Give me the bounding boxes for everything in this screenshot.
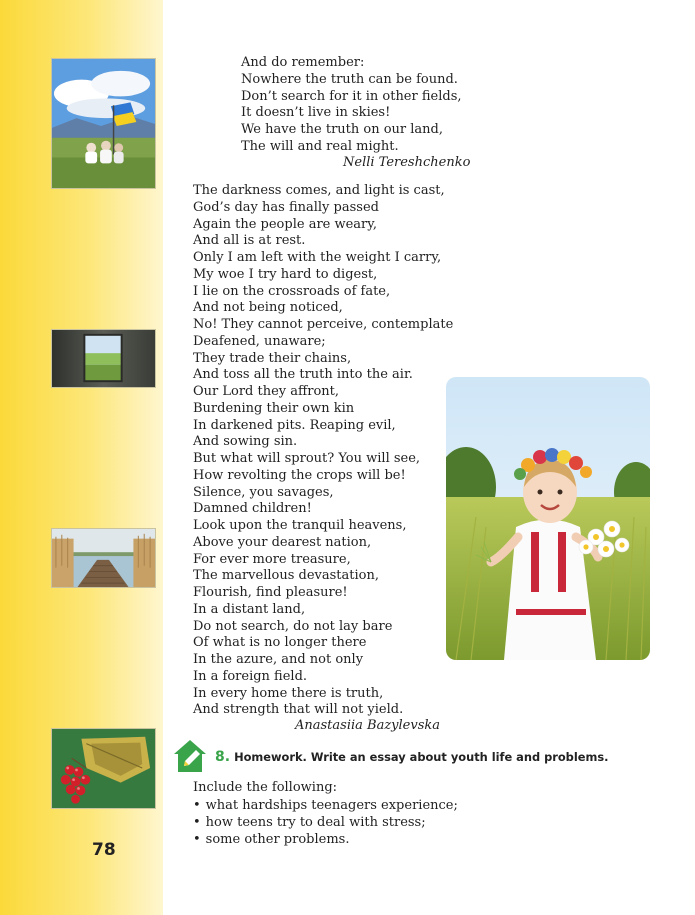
- verse-line: In a foreign field.: [193, 668, 308, 684]
- verse-line: Only I am left with the weight I carry,: [193, 250, 442, 265]
- homework-pencil-icon: [172, 738, 208, 774]
- mountain-flag-photo: [51, 58, 156, 189]
- verse-line: The marvellous devastation,: [193, 568, 379, 584]
- verse-line: Deafened, unaware;: [193, 333, 326, 349]
- lake-pier-photo: [51, 528, 156, 588]
- verse-line: My woe I try hard to digest,: [193, 266, 378, 282]
- homework-bullet-list: [193, 797, 458, 848]
- verse-line: Damned children!: [193, 501, 312, 517]
- verse-line: But what will sprout? You will see,: [193, 451, 421, 466]
- verse-line: Burdening their own kin: [193, 400, 355, 416]
- verse-line: Do not search, do not lay bare: [193, 618, 393, 634]
- verse-line: I lie on the crossroads of fate,: [193, 283, 391, 299]
- verse-line: In a distant land,: [193, 601, 306, 617]
- verse-line: Above your dearest nation,: [193, 534, 372, 550]
- poem-two-author: Anastasiia Bazylevska: [295, 718, 441, 733]
- girl-wheat-field-photo: [446, 377, 650, 660]
- verse-line: Don’t search for it in other fields,: [241, 88, 462, 104]
- verse-line: How revolting the crops will be!: [193, 467, 406, 483]
- verse-line: And sowing sin.: [193, 434, 298, 450]
- include-instruction: Include the following:: [193, 780, 338, 795]
- task-heading-text: Homework. Write an essay about youth life and problems.: [234, 750, 609, 764]
- verse-line: And strength that will not yield.: [193, 702, 404, 718]
- verse-line: And not being noticed,: [193, 300, 343, 316]
- verse-line: Our Lord they affront,: [193, 384, 340, 399]
- verse-line: For ever more treasure,: [193, 551, 351, 567]
- list-item: • what hardships teenagers experience;: [193, 797, 458, 814]
- verse-line: The darkness comes, and light is cast,: [193, 183, 445, 198]
- verse-line: Silence, you savages,: [193, 484, 334, 500]
- poem-one-verse: [241, 55, 462, 156]
- verse-line: Of what is no longer there: [193, 635, 367, 651]
- verse-line: In darkened pits. Reaping evil,: [193, 417, 396, 433]
- verse-line: They trade their chains,: [193, 350, 352, 366]
- viburnum-berries-photo: [51, 728, 156, 809]
- verse-line: Flourish, find pleasure!: [193, 585, 348, 600]
- verse-line: In the azure, and not only: [193, 652, 364, 667]
- list-item: • some other problems.: [193, 831, 458, 848]
- verse-line: We have the truth on our land,: [241, 122, 443, 137]
- verse-line: And do remember:: [241, 55, 365, 70]
- page-number: 78: [92, 840, 116, 860]
- list-item: • how teens try to deal with stress;: [193, 814, 458, 831]
- window-view-photo: [51, 329, 156, 388]
- verse-line: Again the people are weary,: [193, 216, 378, 232]
- verse-line: In every home there is truth,: [193, 685, 384, 701]
- verse-line: And all is at rest.: [193, 233, 306, 249]
- verse-line: And toss all the truth into the air.: [193, 367, 413, 383]
- task-number: 8.: [215, 749, 231, 765]
- verse-line: God’s day has finally passed: [193, 199, 379, 215]
- verse-line: No! They cannot perceive, contemplate: [193, 317, 454, 332]
- poem-one-author: Nelli Tereshchenko: [343, 155, 471, 170]
- poem-two-verse: [193, 183, 453, 719]
- verse-line: It doesn’t live in skies!: [241, 105, 391, 121]
- verse-line: Nowhere the truth can be found.: [241, 71, 458, 87]
- homework-task-heading: [215, 749, 608, 765]
- verse-line: Look upon the tranquil heavens,: [193, 518, 407, 533]
- verse-line: The will and real might.: [241, 138, 399, 154]
